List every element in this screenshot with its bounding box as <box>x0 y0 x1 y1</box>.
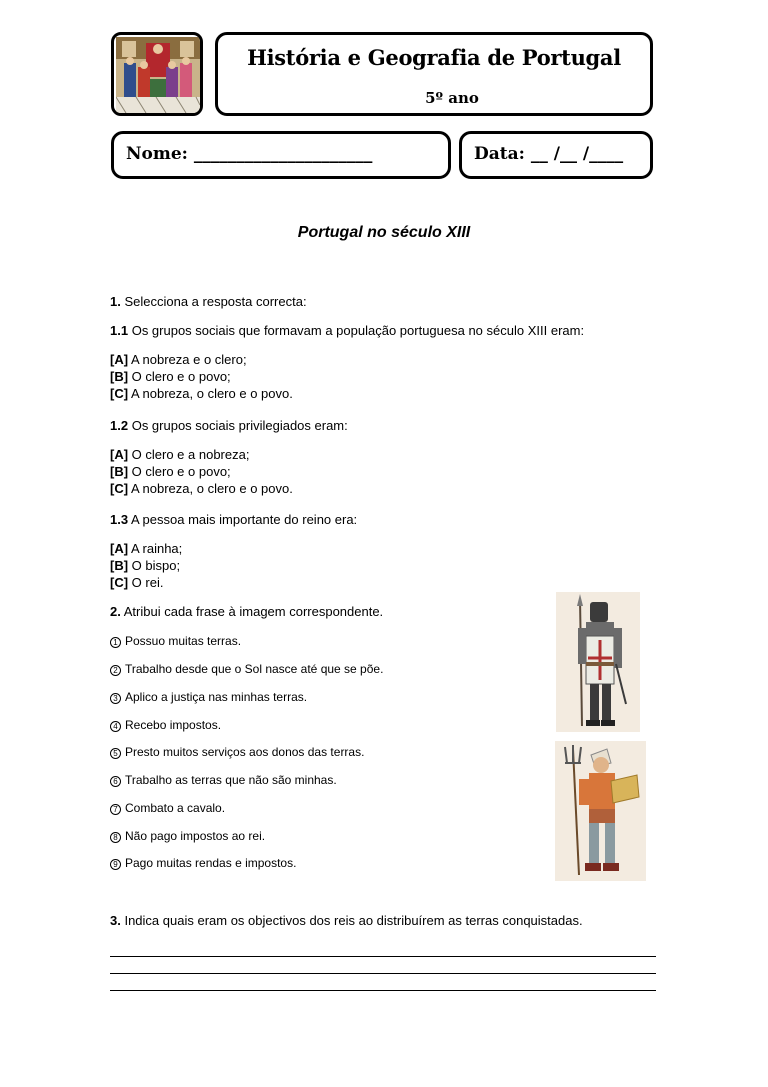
statement-item <box>110 744 364 760</box>
statement-text: Recebo impostos. <box>125 718 222 732</box>
question-1-1 <box>110 323 584 339</box>
circled-number: 7 <box>110 804 121 815</box>
option-key: [C] <box>110 481 129 496</box>
option-b[interactable] <box>110 464 231 480</box>
statement-item <box>110 772 337 788</box>
circled-number: 8 <box>110 832 121 843</box>
grade-label: 5º ano <box>425 89 479 107</box>
question-number: 3. <box>110 913 121 928</box>
statement-text: Trabalho as terras que não são minhas. <box>125 773 337 787</box>
statement-text: Aplico a justiça nas minhas terras. <box>125 690 308 704</box>
circled-number: 6 <box>110 776 121 787</box>
peasant-illustration <box>555 741 646 881</box>
question-2 <box>110 604 383 620</box>
option-a[interactable] <box>110 541 182 557</box>
name-box <box>111 131 451 179</box>
statement-text: Pago muitas rendas e impostos. <box>125 856 297 870</box>
question-text: Os grupos sociais privilegiados eram: <box>131 418 348 433</box>
question-number: 1. <box>110 294 121 309</box>
option-key: [B] <box>110 464 129 479</box>
option-key: [B] <box>110 558 129 573</box>
option-c[interactable] <box>110 386 293 402</box>
statement-item <box>110 800 225 816</box>
circled-number: 5 <box>110 748 121 759</box>
option-text: O clero e o povo; <box>131 369 231 384</box>
knight-figure <box>556 592 640 732</box>
option-b[interactable] <box>110 369 231 385</box>
section-heading: Portugal no século XIII <box>297 224 471 241</box>
circled-number: 3 <box>110 693 121 704</box>
option-b[interactable] <box>110 558 180 574</box>
date-box <box>459 131 653 179</box>
question-text: A pessoa mais importante do reino era: <box>130 512 358 527</box>
option-key: [A] <box>110 352 129 367</box>
question-3 <box>110 913 583 929</box>
option-key: [C] <box>110 386 129 401</box>
question-text: Os grupos sociais que formavam a população portuguesa no século XIII eram: <box>131 323 585 338</box>
medieval-court-image <box>116 37 200 113</box>
option-text: A rainha; <box>130 541 183 556</box>
name-label: Nome: <box>126 144 188 164</box>
option-text: O clero e o povo; <box>131 464 231 479</box>
question-text: Atribui cada frase à imagem correspondente. <box>123 604 384 619</box>
name-field[interactable]: _____________________ <box>193 144 373 164</box>
statement-item <box>110 633 241 649</box>
question-number: 2. <box>110 604 121 619</box>
statement-item <box>110 717 221 733</box>
option-c[interactable] <box>110 575 163 591</box>
question-number: 1.3 <box>110 512 129 527</box>
question-1-3 <box>110 512 357 528</box>
statement-item <box>110 828 265 844</box>
circled-number: 4 <box>110 721 121 732</box>
statement-item <box>110 661 383 677</box>
option-c[interactable] <box>110 481 293 497</box>
question-text: Indica quais eram os objectivos dos reis ao distribuírem as terras conquistadas. <box>124 913 583 928</box>
statement-text: Presto muitos serviços aos donos das terras. <box>125 745 365 759</box>
statement-text: Não pago impostos ao rei. <box>125 829 266 843</box>
question-1 <box>110 294 307 310</box>
statement-item <box>110 855 296 871</box>
answer-line[interactable] <box>110 973 656 974</box>
worksheet-title: História e Geografia de Portugal <box>247 45 621 70</box>
option-text: A nobreza, o clero e o povo. <box>130 481 293 496</box>
option-text: O clero e a nobreza; <box>131 447 250 462</box>
answer-line[interactable] <box>110 956 656 957</box>
header-illustration <box>111 32 203 116</box>
question-number: 1.1 <box>110 323 129 338</box>
option-text: O bispo; <box>131 558 181 573</box>
option-text: A nobreza, o clero e o povo. <box>130 386 293 401</box>
option-text: O rei. <box>131 575 164 590</box>
peasant-figure <box>555 741 646 881</box>
option-key: [C] <box>110 575 129 590</box>
option-a[interactable] <box>110 352 247 368</box>
date-field[interactable]: __ /__ /____ <box>530 144 624 164</box>
circled-number: 9 <box>110 859 121 870</box>
statement-text: Possuo muitas terras. <box>125 634 242 648</box>
option-a[interactable] <box>110 447 249 463</box>
statement-text: Combato a cavalo. <box>125 801 226 815</box>
question-1-2 <box>110 418 348 434</box>
statement-item <box>110 689 307 705</box>
answer-line[interactable] <box>110 990 656 991</box>
circled-number: 1 <box>110 637 121 648</box>
question-number: 1.2 <box>110 418 129 433</box>
knight-illustration <box>556 592 640 732</box>
question-text: Selecciona a resposta correcta: <box>124 294 307 309</box>
date-label: Data: <box>474 144 525 164</box>
statement-text: Trabalho desde que o Sol nasce até que se põe. <box>125 662 384 676</box>
title-box <box>215 32 653 116</box>
option-key: [A] <box>110 447 129 462</box>
option-key: [B] <box>110 369 129 384</box>
circled-number: 2 <box>110 665 121 676</box>
option-key: [A] <box>110 541 129 556</box>
option-text: A nobreza e o clero; <box>130 352 247 367</box>
